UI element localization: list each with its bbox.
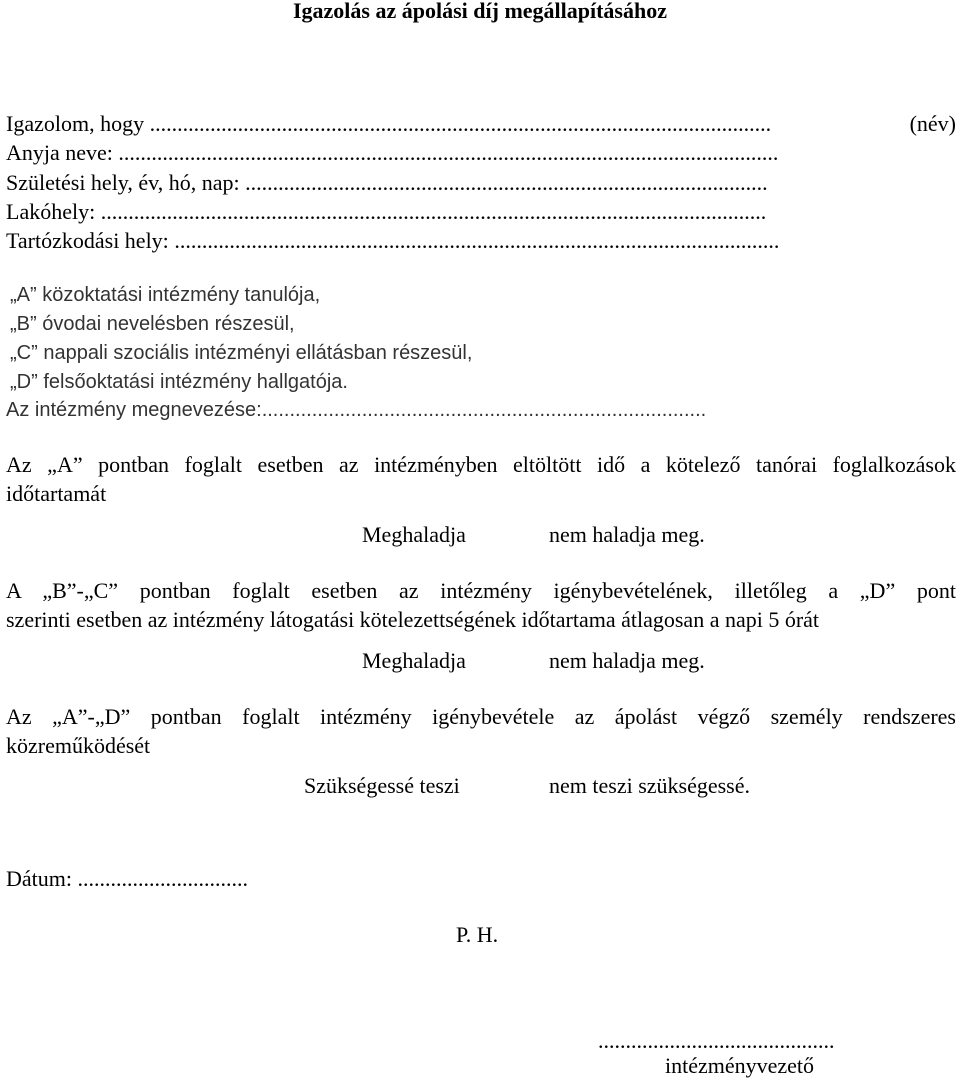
section-bcd-line2: szerinti esetben az intézmény látogatási kötelezettségének időtartama átlagosan a napi 5 órát	[6, 607, 820, 632]
section-a-line1: Az „A” pontban foglalt esetben az intézményben eltöltött idő a kötelező tanórai foglalkozások	[6, 452, 956, 477]
section-bcd-choice-yes[interactable]: Meghaladja	[362, 648, 466, 673]
mother-name-label: Anyja neve:	[6, 140, 119, 165]
stay-dots[interactable]: ..............................................................................................................	[174, 228, 780, 253]
institution-dots[interactable]: ................................................................................	[261, 399, 707, 421]
section-bcd-text	[6, 576, 956, 634]
stamp-placeholder: P. H.	[456, 922, 499, 947]
birth-data-label: Születési hely, év, hó, nap:	[6, 170, 246, 195]
birth-data-dots[interactable]: ...............................................................................................	[245, 170, 768, 195]
section-ad-line2: közreműködését	[6, 733, 151, 758]
date-label: Dátum:	[6, 866, 78, 891]
stay-row	[6, 228, 956, 254]
section-ad-choice-no[interactable]: nem teszi szükségessé.	[549, 773, 750, 798]
section-ad-choice-yes[interactable]: Szükségessé teszi	[304, 773, 460, 798]
option-d: „D” felsőoktatási intézmény hallgatója.	[10, 371, 348, 393]
signature-dots[interactable]: ...........................................	[598, 1028, 835, 1053]
option-a: „A” közoktatási intézmény tanulója,	[10, 284, 321, 306]
section-ad-line1: Az „A”-„D” pontban foglalt intézmény igénybevétele az ápolást végző személy rendszeres	[6, 704, 956, 729]
name-label: Igazolom, hogy	[6, 111, 150, 136]
residence-label: Lakóhely:	[6, 199, 101, 224]
document-title: Igazolás az ápolási díj megállapításához	[292, 0, 667, 23]
section-bcd-line1: A „B”-„C” pontban foglalt esetben az intézmény igénybevételének, illetőleg a „D” pont	[6, 578, 956, 603]
signature-label: intézményvezető	[665, 1053, 815, 1078]
name-suffix: (név)	[909, 111, 956, 136]
name-field-row	[6, 111, 956, 137]
name-dots[interactable]: .................................................................................................................	[149, 111, 772, 136]
birth-data-row	[6, 170, 956, 196]
date-dots[interactable]: ...............................	[77, 866, 248, 891]
section-ad-text	[6, 702, 956, 760]
residence-row	[6, 199, 956, 225]
mother-name-dots[interactable]: ........................................................................................................................	[118, 140, 779, 165]
date-row	[6, 866, 248, 892]
option-b: „B” óvodai nevelésben részesül,	[10, 313, 295, 335]
stay-label: Tartózkodási hely:	[6, 228, 175, 253]
institution-label: Az intézmény megnevezése:	[6, 399, 262, 421]
option-c: „C” nappali szociális intézményi ellátásban részesül,	[10, 342, 473, 364]
section-a-line2: időtartamát	[6, 481, 107, 506]
section-a-text	[6, 450, 956, 508]
section-a-choice-yes[interactable]: Meghaladja	[362, 522, 466, 547]
mother-name-row	[6, 140, 956, 166]
section-a-choice-no[interactable]: nem haladja meg.	[549, 522, 705, 547]
institution-name-row	[6, 397, 706, 423]
section-bcd-choice-no[interactable]: nem haladja meg.	[549, 648, 705, 673]
residence-dots[interactable]: .........................................................................................................................	[100, 199, 767, 224]
